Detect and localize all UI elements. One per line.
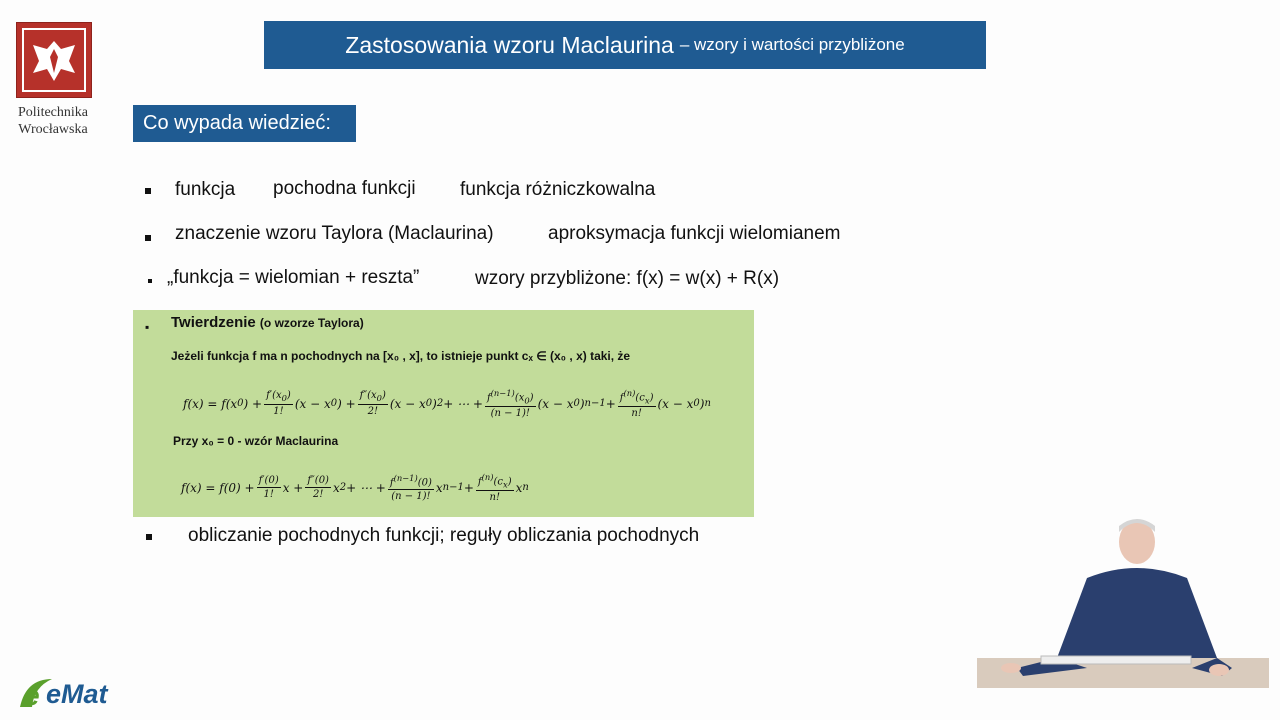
bullet-text: wzory przybliżone: f(x) = w(x) + R(x) <box>475 268 780 289</box>
presenter-video <box>977 518 1269 688</box>
taylor-formula: f(x) = f(x 0 ) + $\frac{f'(x_0)}{1!}$ (x − x 0 ) + $\frac{f''(x_0)}{2!}$ (x − x 0 ) 2 + ⋯ + $\frac{f^{(n-1)}(x_0)}{(n - 1)!}$ (x − x 0 ) n−1 + $\frac{f^{(n)}(c_x)}{n!}$ (x − x 0 ) n <box>183 388 711 420</box>
eagle-emblem-icon <box>16 22 92 98</box>
bullet-text: „funkcja = wielomian + reszta” <box>167 267 420 288</box>
svg-text:e: e <box>24 680 40 711</box>
bullet-text: znaczenie wzoru Taylora (Maclaurina) <box>175 223 494 244</box>
bullet-text: aproksymacja funkcji wielomianem <box>548 223 841 244</box>
bullet-text: obliczanie pochodnych funkcji; reguły obliczania pochodnych <box>188 525 700 546</box>
bullet-text: funkcja różniczkowalna <box>460 179 656 200</box>
theorem-condition: Jeżeli funkcja f ma n pochodnych na [x₀ , x], to istnieje punkt cₓ ∈ (x₀ , x) taki, że <box>171 349 631 363</box>
bullet-icon <box>145 188 151 194</box>
maclaurin-formula: f(x) = f(0) + $\frac{f'(0)}{1!}$ x + $\frac{f''(0)}{2!}$ x 2 + ⋯ + $\frac{f^{(n-1)}(0)}{(n - 1)!}$ x n−1 + $\frac{f^{(n)}(c_x)}{n!}$ x n <box>181 472 529 504</box>
emat-logo <box>18 673 118 713</box>
university-name: Politechnika Wrocławska <box>18 105 88 137</box>
slide-title-bar <box>264 21 986 69</box>
bullet-icon <box>148 279 152 283</box>
bullet-icon <box>145 235 151 241</box>
bullet-text: pochodna funkcji <box>273 178 416 199</box>
bullet-icon <box>146 534 152 540</box>
emat-text: eMat <box>46 679 108 709</box>
slide-title: Zastosowania wzoru Maclaurina <box>345 31 674 58</box>
theorem-title: Twierdzenie (o wzorze Taylora) <box>171 314 364 331</box>
theorem-box <box>133 310 754 517</box>
bullet-icon: ▪ <box>145 320 150 334</box>
slide-subtitle: – wzory i wartości przybliżone <box>679 35 905 54</box>
maclaurin-note: Przy x₀ = 0 - wzór Maclaurina <box>173 434 339 448</box>
section-heading: Co wypada wiedzieć: <box>133 105 356 142</box>
bullet-text: funkcja <box>175 179 236 200</box>
